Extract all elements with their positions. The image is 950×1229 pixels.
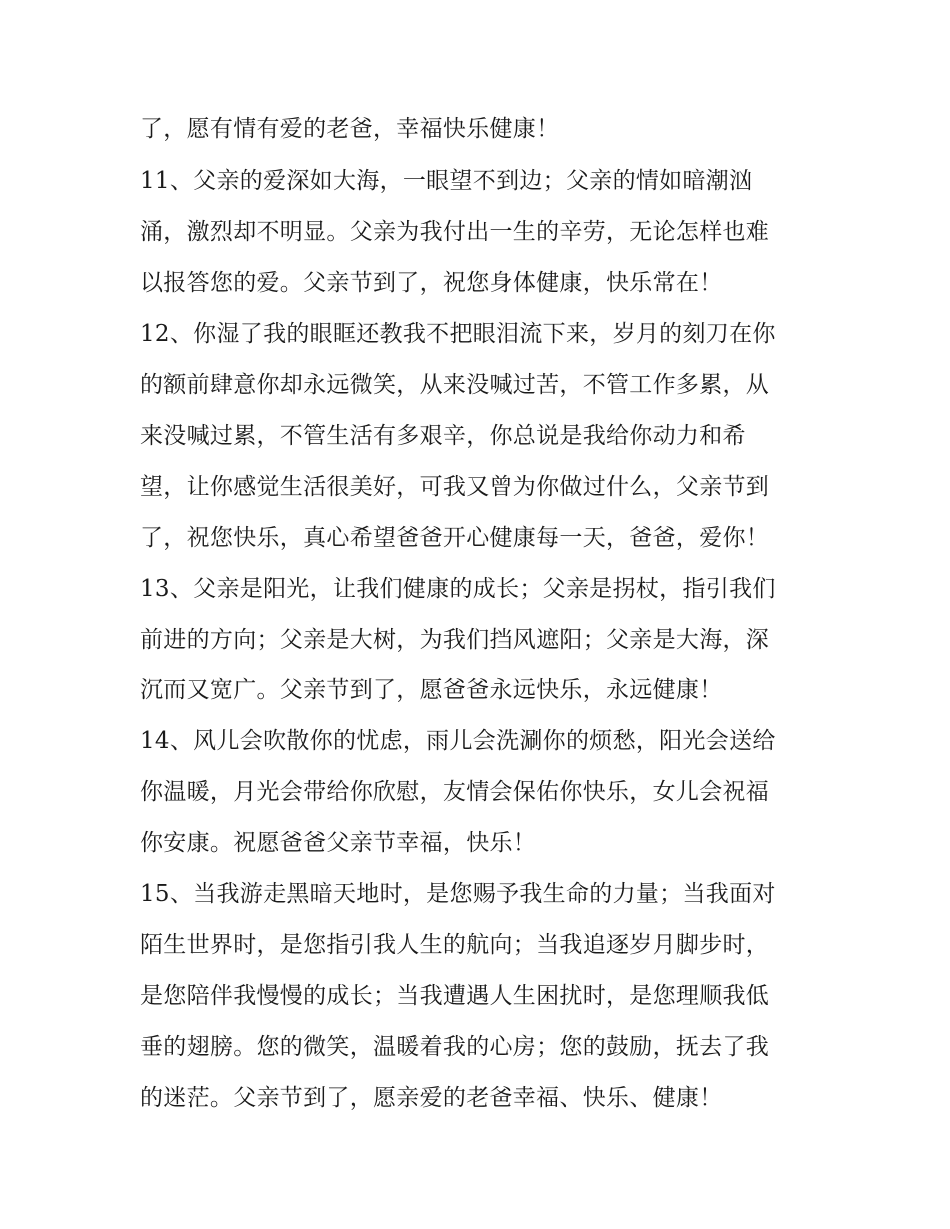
text-line: 15、当我游走黑暗天地时，是您赐予我生命的力量；当我面对 <box>140 881 776 907</box>
text-line: 了，祝您快乐，真心希望爸爸开心健康每一天，爸爸，爱你！ <box>140 525 770 551</box>
text-line: 14、风儿会吹散你的忧虑，雨儿会洗涮你的烦愁，阳光会送给 <box>140 728 776 754</box>
text-line: 的迷茫。父亲节到了，愿亲爱的老爸幸福、快乐、健康！ <box>140 1085 723 1111</box>
text-line: 了，愿有情有爱的老爸，幸福快乐健康！ <box>140 116 560 142</box>
text-line: 11、父亲的爱深如大海，一眼望不到边；父亲的情如暗潮汹 <box>140 168 753 194</box>
text-line: 12、你湿了我的眼眶还教我不把眼泪流下来，岁月的刻刀在你 <box>140 321 776 347</box>
text-line: 沉而又宽广。父亲节到了，愿爸爸永远快乐，永远健康！ <box>140 677 723 703</box>
text-line: 前进的方向；父亲是大树，为我们挡风遮阳；父亲是大海，深 <box>140 627 770 653</box>
text-line: 来没喊过累，不管生活有多艰辛，你总说是我给你动力和希 <box>140 423 746 449</box>
text-line: 你安康。祝愿爸爸父亲节幸福，快乐！ <box>140 830 537 856</box>
text-line: 陌生世界时，是您指引我人生的航向；当我追逐岁月脚步时， <box>140 932 770 958</box>
text-line: 望，让你感觉生活很美好，可我又曾为你做过什么，父亲节到 <box>140 474 770 500</box>
text-line: 涌，激烈却不明显。父亲为我付出一生的辛劳，无论怎样也难 <box>140 219 770 245</box>
text-line: 13、父亲是阳光，让我们健康的成长；父亲是拐杖，指引我们 <box>140 576 776 602</box>
text-line: 的额前肆意你却永远微笑，从来没喊过苦，不管工作多累，从 <box>140 372 770 398</box>
text-line: 是您陪伴我慢慢的成长；当我遭遇人生困扰时，是您理顺我低 <box>140 983 770 1009</box>
text-line: 你温暖，月光会带给你欣慰，友情会保佑你快乐，女儿会祝福 <box>140 779 770 805</box>
text-line: 以报答您的爱。父亲节到了，祝您身体健康，快乐常在！ <box>140 270 723 296</box>
text-line: 垂的翅膀。您的微笑，温暖着我的心房；您的鼓励，抚去了我 <box>140 1034 770 1060</box>
